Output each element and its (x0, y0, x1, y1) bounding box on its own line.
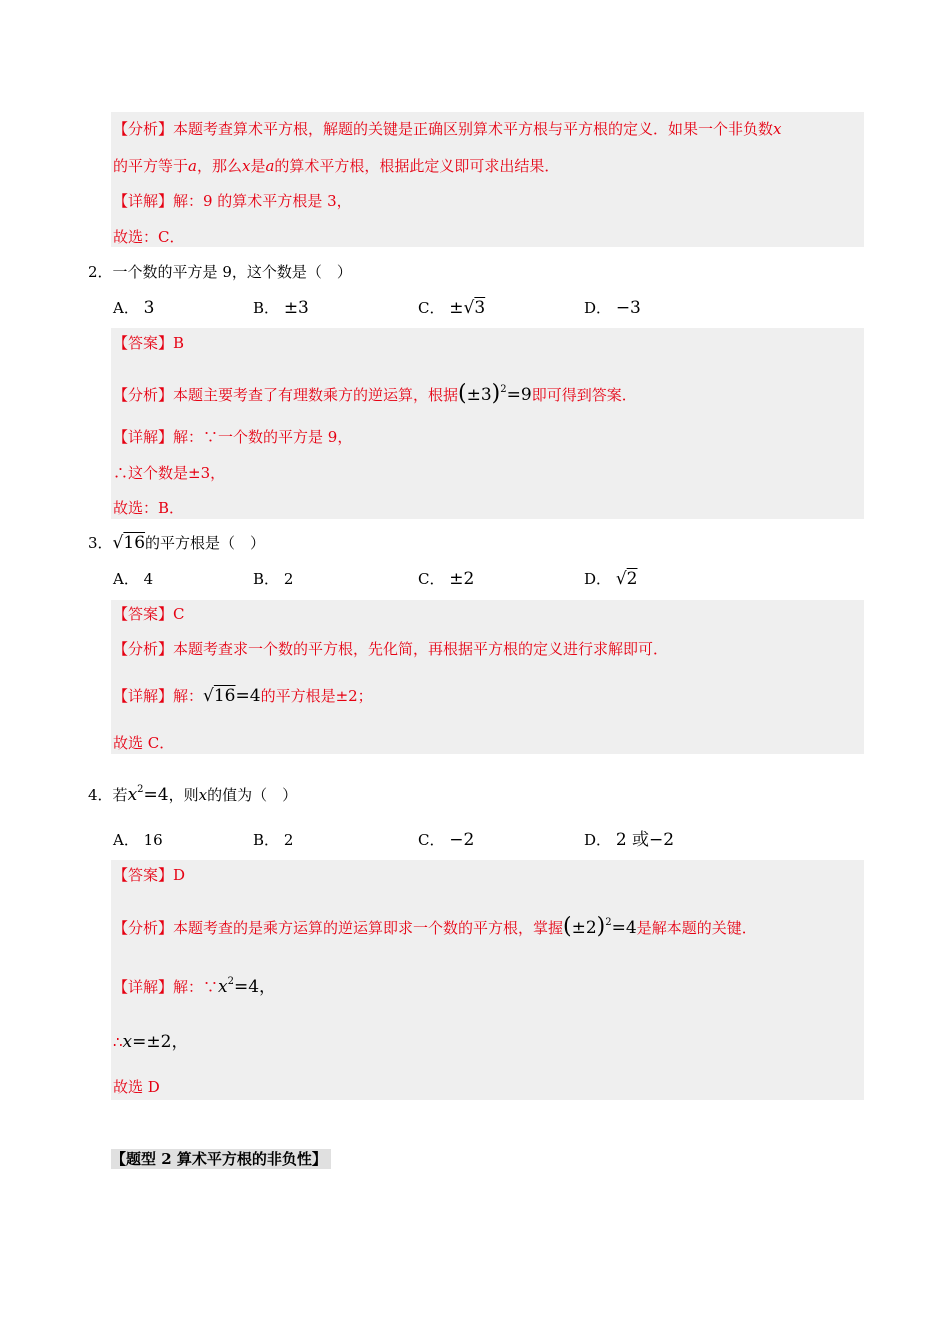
q4-option-a: A． 16 (113, 831, 163, 849)
q3-answer: 【答案】C (113, 605, 185, 623)
q2-therefore: ∴这个数是±3， (113, 464, 226, 482)
q2-option-a: A． 3 (113, 298, 155, 318)
q2-stem: 2．一个数的平方是 9，这个数是（ ） (88, 263, 352, 281)
q2-analysis: 【分析】本题主要考查了有理数乘方的逆运算，根据$(\pm 3)^2=9$即可得到答案． (113, 381, 637, 406)
radical-icon: √ (203, 686, 214, 706)
q1-detail: 【详解】解：9 的算术平方根是 3， (113, 192, 352, 210)
q4-analysis: 【分析】本题考查的是乘方运算的逆运算即求一个数的平方根，掌握$(\pm 2)^2=4$是解本题的关键． (113, 914, 757, 939)
q4-answer: 【答案】D (113, 866, 186, 884)
section-heading: 【题型 2 算术平方根的非负性】 (111, 1149, 331, 1169)
q1-choose: 故选：C． (113, 228, 185, 246)
q2-solution-box (111, 328, 864, 519)
q4-option-b: B． 2 (253, 831, 294, 849)
q2-detail: 【详解】解：∵一个数的平方是 9， (113, 428, 353, 446)
radical-icon: √ (463, 298, 475, 318)
q1-analysis-line1: 【分析】本题考查算术平方根，解题的关键是正确区别算术平方根与平方根的定义．如果一个非负数x (113, 120, 782, 138)
q2-choose: 故选：B． (113, 499, 185, 517)
q3-option-a: A． 4 (113, 570, 154, 588)
q3-stem: 3．√16的平方根是（ ） (88, 533, 266, 553)
q2-option-d: D． −3 (584, 298, 641, 318)
q3-number: 3． (88, 534, 113, 552)
q3-option-c: C． ±2 (418, 569, 475, 589)
q3-solution-box (111, 600, 864, 754)
q2-answer: 【答案】B (113, 334, 185, 352)
q3-choose: 故选 C． (113, 734, 175, 752)
q3-analysis: 【分析】本题考查求一个数的平方根，先化简，再根据平方根的定义进行求解即可． (113, 640, 669, 658)
q4-number: 4． (88, 786, 113, 804)
radical-icon: √ (112, 533, 124, 553)
q4-choose: 故选 D (113, 1078, 160, 1096)
q1-analysis-line2: 的平方等于a，那么x是a的算术平方根，根据此定义即可求出结果． (113, 157, 560, 175)
q3-option-b: B． 2 (253, 570, 294, 588)
q4-detail: 【详解】解：$\because x^2=4$， (113, 976, 277, 997)
q4-option-d: D． 2 或−2 (584, 830, 675, 850)
q4-therefore: ∴x=±2， (113, 1032, 189, 1052)
q2-option-c: C． ±√3 (418, 298, 486, 318)
q4-stem: 4．若$x^2=4$，则x的值为（ ） (88, 784, 298, 805)
q4-option-c: C． −2 (418, 830, 475, 850)
q3-option-d: D． √2 (584, 569, 638, 589)
q3-detail: 【详解】解：√16=4的平方根是±2； (113, 686, 373, 706)
q2-option-b: B． ±3 (253, 298, 309, 318)
q2-number: 2． (88, 263, 113, 281)
radical-icon: √ (615, 569, 627, 589)
